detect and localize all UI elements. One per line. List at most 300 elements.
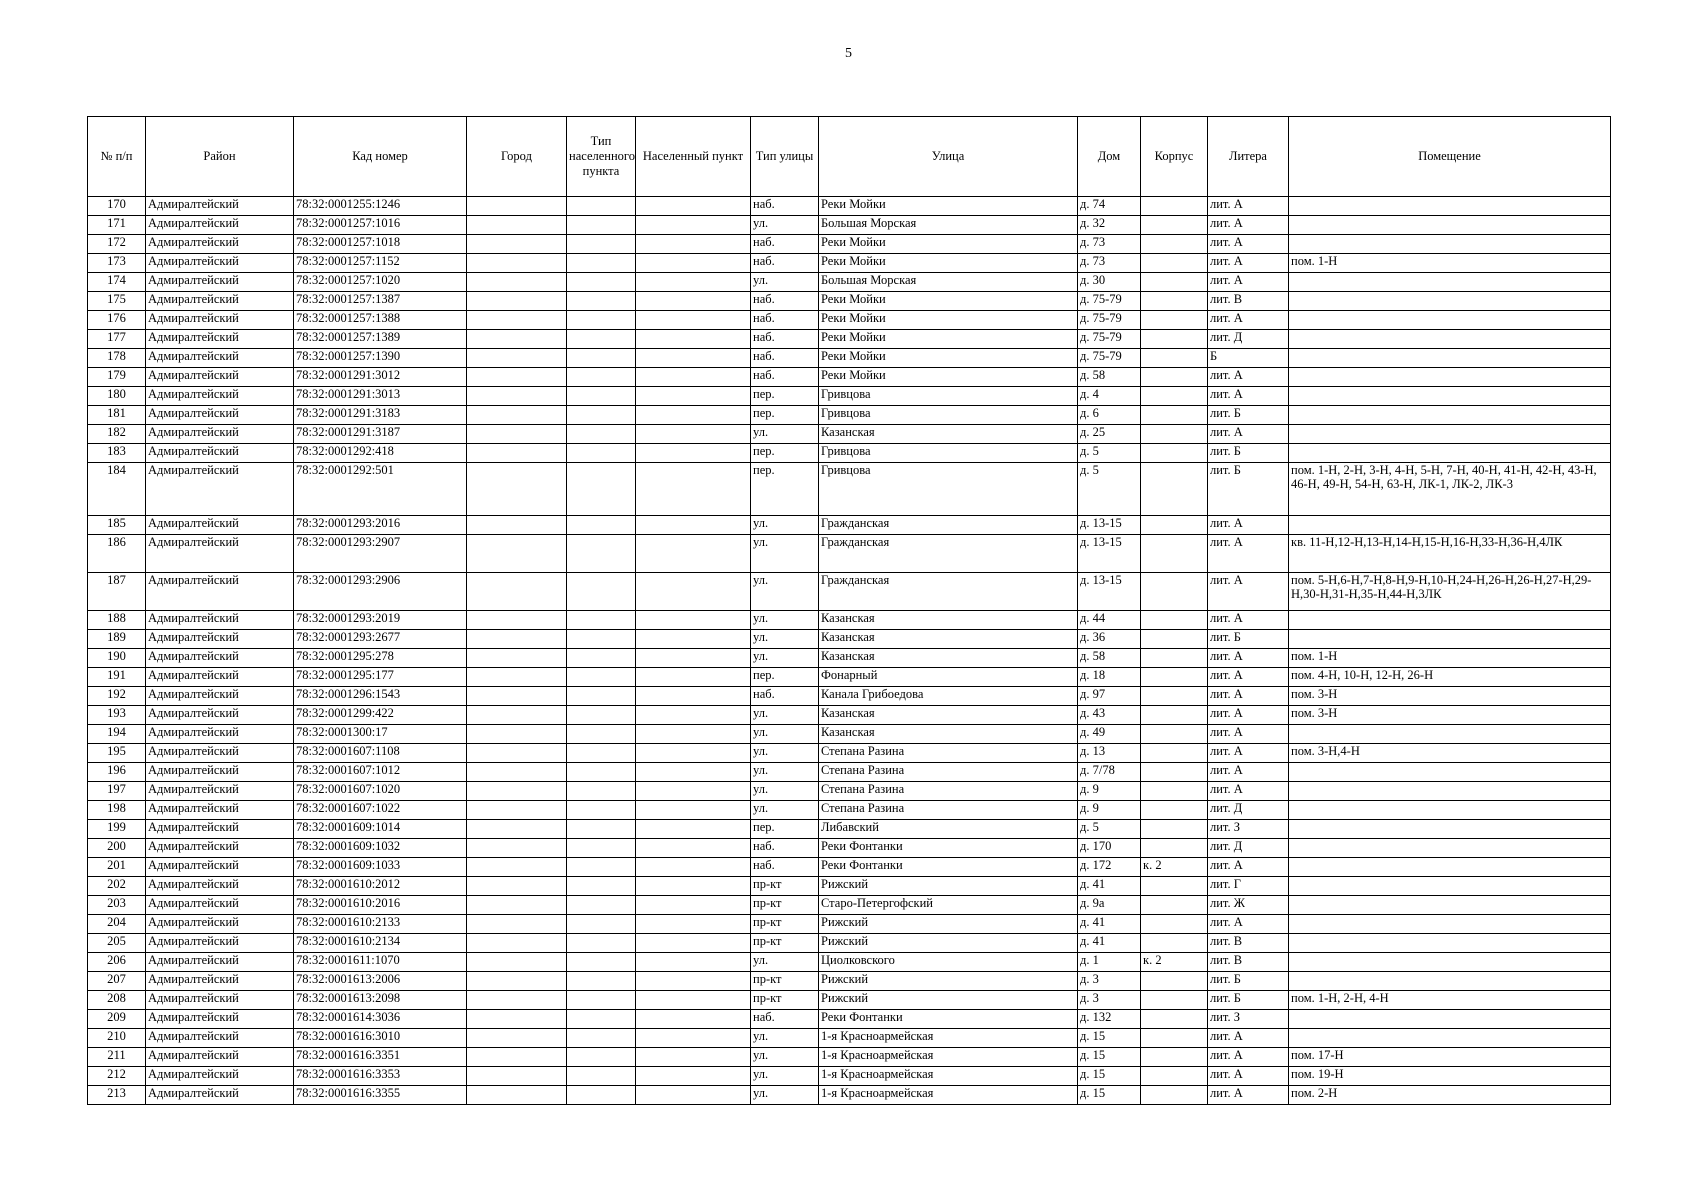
table-cell (636, 744, 751, 763)
table-cell: ул. (751, 273, 819, 292)
table-cell (1289, 896, 1611, 915)
table-cell: д. 30 (1078, 273, 1141, 292)
table-cell: пер. (751, 463, 819, 516)
table-cell (567, 668, 636, 687)
table-cell (567, 725, 636, 744)
header-row (88, 117, 1611, 197)
table-cell: лит. В (1208, 934, 1289, 953)
table-cell: Рижский (819, 915, 1078, 934)
table-cell: лит. А (1208, 368, 1289, 387)
table-cell (567, 915, 636, 934)
header-cell: Кад номер (294, 117, 467, 197)
table-cell: Адмиралтейский (146, 801, 294, 820)
table-cell (1141, 387, 1208, 406)
table-cell (1141, 744, 1208, 763)
table-cell: Адмиралтейский (146, 991, 294, 1010)
table-cell: лит. Д (1208, 801, 1289, 820)
table-cell: Адмиралтейский (146, 516, 294, 535)
table-row (88, 216, 1611, 235)
table-cell: лит. А (1208, 668, 1289, 687)
table-cell: 170 (88, 197, 146, 216)
table-cell (1141, 896, 1208, 915)
table-cell (636, 444, 751, 463)
table-cell: д. 7/78 (1078, 763, 1141, 782)
table-cell: Гривцова (819, 387, 1078, 406)
table-cell (636, 197, 751, 216)
table-cell: ул. (751, 535, 819, 573)
table-cell: 196 (88, 763, 146, 782)
table-cell (1289, 820, 1611, 839)
table-cell: 78:32:0001291:3012 (294, 368, 467, 387)
table-cell (1141, 368, 1208, 387)
table-cell (1141, 991, 1208, 1010)
table-cell: пер. (751, 444, 819, 463)
table-cell: Степана Разина (819, 763, 1078, 782)
table-cell: д. 41 (1078, 934, 1141, 953)
table-cell: Адмиралтейский (146, 820, 294, 839)
table-cell: Реки Фонтанки (819, 858, 1078, 877)
table-cell: лит. В (1208, 292, 1289, 311)
table-cell (1289, 425, 1611, 444)
table-cell: Адмиралтейский (146, 1029, 294, 1048)
table-row (88, 1010, 1611, 1029)
table-cell (567, 896, 636, 915)
table-row (88, 273, 1611, 292)
table-cell: д. 15 (1078, 1067, 1141, 1086)
table-cell: Адмиралтейский (146, 744, 294, 763)
table-cell (467, 858, 567, 877)
table-cell: пом. 3-Н (1289, 706, 1611, 725)
table-cell: лит. А (1208, 425, 1289, 444)
table-cell: д. 25 (1078, 425, 1141, 444)
table-cell: Большая Морская (819, 273, 1078, 292)
table-cell (1141, 915, 1208, 934)
header-cell: Район (146, 117, 294, 197)
table-cell: д. 44 (1078, 611, 1141, 630)
table-cell: Реки Фонтанки (819, 839, 1078, 858)
table-cell (467, 953, 567, 972)
table-cell (1141, 820, 1208, 839)
table-cell: 184 (88, 463, 146, 516)
table-cell (1141, 1029, 1208, 1048)
table-cell: 174 (88, 273, 146, 292)
table-cell (1141, 444, 1208, 463)
header-cell: Улица (819, 117, 1078, 197)
table-cell: лит. А (1208, 1048, 1289, 1067)
table-cell: Рижский (819, 877, 1078, 896)
table-cell (1141, 668, 1208, 687)
header-cell: № п/п (88, 117, 146, 197)
table-cell: д. 9 (1078, 782, 1141, 801)
table-row (88, 858, 1611, 877)
table-cell (467, 725, 567, 744)
table-cell: 78:32:0001613:2098 (294, 991, 467, 1010)
table-cell (567, 463, 636, 516)
table-cell (636, 235, 751, 254)
table-cell: Адмиралтейский (146, 877, 294, 896)
table-cell (467, 292, 567, 311)
table-cell: Адмиралтейский (146, 687, 294, 706)
table-cell (636, 254, 751, 273)
table-cell (567, 611, 636, 630)
table-cell (467, 896, 567, 915)
table-cell: Адмиралтейский (146, 725, 294, 744)
table-cell: ул. (751, 216, 819, 235)
table-cell: д. 32 (1078, 216, 1141, 235)
table-cell: д. 9 (1078, 801, 1141, 820)
table-cell: пом. 3-Н (1289, 687, 1611, 706)
table-cell (636, 782, 751, 801)
table-cell: Реки Фонтанки (819, 1010, 1078, 1029)
table-cell (467, 820, 567, 839)
table-cell: лит. А (1208, 1029, 1289, 1048)
table-cell: д. 75-79 (1078, 330, 1141, 349)
table-cell (1289, 801, 1611, 820)
table-cell: пом. 2-Н (1289, 1086, 1611, 1105)
table-cell: Адмиралтейский (146, 782, 294, 801)
table-cell: д. 97 (1078, 687, 1141, 706)
table-cell: лит. З (1208, 1010, 1289, 1029)
table-cell: Адмиралтейский (146, 896, 294, 915)
table-cell: 182 (88, 425, 146, 444)
table-cell: 205 (88, 934, 146, 953)
table-cell (1141, 1048, 1208, 1067)
table-cell: 78:32:0001610:2134 (294, 934, 467, 953)
table-cell: 78:32:0001295:278 (294, 649, 467, 668)
table-cell: Адмиралтейский (146, 349, 294, 368)
table-cell (1289, 406, 1611, 425)
table-cell: 78:32:0001291:3187 (294, 425, 467, 444)
table-cell (467, 877, 567, 896)
table-cell: ул. (751, 649, 819, 668)
table-cell (636, 273, 751, 292)
table-row (88, 915, 1611, 934)
table-row (88, 687, 1611, 706)
table-cell (567, 273, 636, 292)
table-row (88, 630, 1611, 649)
table-cell: Адмиралтейский (146, 915, 294, 934)
header-cell: Помещение (1289, 117, 1611, 197)
table-cell (636, 972, 751, 991)
table-cell: лит. Ж (1208, 896, 1289, 915)
table-cell: 201 (88, 858, 146, 877)
table-cell: Б (1208, 349, 1289, 368)
table-cell: Адмиралтейский (146, 1010, 294, 1029)
table-row (88, 877, 1611, 896)
table-cell: лит. В (1208, 953, 1289, 972)
table-cell (636, 706, 751, 725)
table-cell: Гражданская (819, 516, 1078, 535)
table-cell: 181 (88, 406, 146, 425)
table-cell (467, 330, 567, 349)
table-cell: ул. (751, 611, 819, 630)
table-cell (1141, 254, 1208, 273)
table-cell: д. 41 (1078, 915, 1141, 934)
header-cell: Тип улицы (751, 117, 819, 197)
table-cell: Казанская (819, 425, 1078, 444)
table-cell: лит. А (1208, 235, 1289, 254)
table-cell: лит. Б (1208, 406, 1289, 425)
table-cell: 78:32:0001607:1012 (294, 763, 467, 782)
table-row (88, 820, 1611, 839)
table-cell (1289, 516, 1611, 535)
table-cell: кв. 11-Н,12-Н,13-Н,14-Н,15-Н,16-Н,33-Н,36-Н,4ЛК (1289, 535, 1611, 573)
table-cell: пер. (751, 387, 819, 406)
table-cell: Адмиралтейский (146, 292, 294, 311)
table-row (88, 235, 1611, 254)
table-cell: 207 (88, 972, 146, 991)
table-cell (1289, 368, 1611, 387)
table-cell: лит. З (1208, 820, 1289, 839)
table-cell: 186 (88, 535, 146, 573)
table-cell: Адмиралтейский (146, 1086, 294, 1105)
table-cell (1289, 953, 1611, 972)
table-row (88, 254, 1611, 273)
table-cell (636, 216, 751, 235)
table-cell (1141, 1086, 1208, 1105)
table-cell: д. 15 (1078, 1048, 1141, 1067)
table-cell: Реки Мойки (819, 292, 1078, 311)
table-cell: наб. (751, 292, 819, 311)
table-cell: к. 2 (1141, 953, 1208, 972)
table-cell: 204 (88, 915, 146, 934)
table-cell: наб. (751, 235, 819, 254)
table-cell (1141, 687, 1208, 706)
table-cell: 78:32:0001607:1020 (294, 782, 467, 801)
table-cell: Адмиралтейский (146, 763, 294, 782)
table-row (88, 649, 1611, 668)
table-cell (1289, 387, 1611, 406)
table-cell (467, 839, 567, 858)
table-cell (1289, 934, 1611, 953)
table-cell: 195 (88, 744, 146, 763)
table-cell: лит. А (1208, 273, 1289, 292)
table-cell: Казанская (819, 611, 1078, 630)
table-cell (636, 668, 751, 687)
table-cell (1289, 611, 1611, 630)
table-cell (467, 630, 567, 649)
table-cell: ул. (751, 782, 819, 801)
table-row (88, 668, 1611, 687)
table-cell (636, 839, 751, 858)
table-cell (467, 463, 567, 516)
table-cell: лит. А (1208, 687, 1289, 706)
table-cell (567, 630, 636, 649)
table-cell (1141, 706, 1208, 725)
table-row (88, 444, 1611, 463)
table-cell: Адмиралтейский (146, 972, 294, 991)
table-cell: наб. (751, 839, 819, 858)
table-cell: д. 41 (1078, 877, 1141, 896)
table-cell: 78:32:0001616:3351 (294, 1048, 467, 1067)
table-cell (567, 235, 636, 254)
table-cell (567, 972, 636, 991)
table-cell: 78:32:0001613:2006 (294, 972, 467, 991)
table-cell (567, 649, 636, 668)
table-cell: ул. (751, 630, 819, 649)
table-cell: д. 3 (1078, 991, 1141, 1010)
table-cell (636, 687, 751, 706)
table-cell: лит. Б (1208, 991, 1289, 1010)
table-cell (567, 782, 636, 801)
table-cell (467, 1029, 567, 1048)
table-row (88, 725, 1611, 744)
table-cell: пом. 19-Н (1289, 1067, 1611, 1086)
table-cell (467, 706, 567, 725)
table-cell: наб. (751, 349, 819, 368)
table-cell: 78:32:0001293:2677 (294, 630, 467, 649)
table-cell: 213 (88, 1086, 146, 1105)
table-cell: д. 170 (1078, 839, 1141, 858)
table-cell: 78:32:0001296:1543 (294, 687, 467, 706)
table-cell: Гривцова (819, 463, 1078, 516)
table-cell (1141, 463, 1208, 516)
table-cell: Реки Мойки (819, 254, 1078, 273)
table-cell: лит. А (1208, 1086, 1289, 1105)
table-row (88, 1029, 1611, 1048)
table-cell: Адмиралтейский (146, 535, 294, 573)
table-cell: 176 (88, 311, 146, 330)
table-cell (636, 991, 751, 1010)
table-cell (467, 406, 567, 425)
table-cell: д. 75-79 (1078, 311, 1141, 330)
table-cell: Казанская (819, 630, 1078, 649)
table-cell (1141, 877, 1208, 896)
table-cell: д. 74 (1078, 197, 1141, 216)
table-cell: Адмиралтейский (146, 630, 294, 649)
table-cell: д. 15 (1078, 1029, 1141, 1048)
table-row (88, 763, 1611, 782)
table-cell (567, 687, 636, 706)
table-cell: Фонарный (819, 668, 1078, 687)
table-cell: 78:32:0001257:1020 (294, 273, 467, 292)
table-row (88, 1048, 1611, 1067)
table-cell (1289, 349, 1611, 368)
table-cell (467, 216, 567, 235)
table-cell (467, 991, 567, 1010)
table-cell (1289, 877, 1611, 896)
header-cell: Тип населенного пункта (567, 117, 636, 197)
table-cell (467, 368, 567, 387)
table-cell: 78:32:0001255:1246 (294, 197, 467, 216)
table-cell: 78:32:0001291:3013 (294, 387, 467, 406)
table-cell: 206 (88, 953, 146, 972)
table-cell: 78:32:0001257:1389 (294, 330, 467, 349)
table-cell: д. 6 (1078, 406, 1141, 425)
table-cell: наб. (751, 1010, 819, 1029)
table-cell: Гривцова (819, 406, 1078, 425)
table-row (88, 330, 1611, 349)
table-cell: пом. 5-Н,6-Н,7-Н,8-Н,9-Н,10-Н,24-Н,26-Н,26-Н,27-Н,29-Н,30-Н,31-Н,35-Н,44-Н,3ЛК (1289, 573, 1611, 611)
table-cell: 172 (88, 235, 146, 254)
table-row (88, 744, 1611, 763)
table-body (88, 197, 1611, 1105)
table-cell: 78:32:0001293:2016 (294, 516, 467, 535)
table-cell: лит. Д (1208, 330, 1289, 349)
table-cell: Адмиралтейский (146, 953, 294, 972)
table-cell (1141, 197, 1208, 216)
table-cell (567, 1086, 636, 1105)
table-cell: 178 (88, 349, 146, 368)
table-cell: д. 18 (1078, 668, 1141, 687)
table-cell: к. 2 (1141, 858, 1208, 877)
table-cell (467, 1086, 567, 1105)
table-cell: 78:32:0001299:422 (294, 706, 467, 725)
table-cell (567, 216, 636, 235)
table-cell: 78:32:0001291:3183 (294, 406, 467, 425)
table-cell: 78:32:0001607:1108 (294, 744, 467, 763)
table-cell: 187 (88, 573, 146, 611)
table-cell: д. 13 (1078, 744, 1141, 763)
table-cell: ул. (751, 953, 819, 972)
table-cell (636, 801, 751, 820)
table-cell (1141, 273, 1208, 292)
table-cell: Старо-Петергофский (819, 896, 1078, 915)
table-cell: д. 15 (1078, 1086, 1141, 1105)
table-cell: пр-кт (751, 896, 819, 915)
table-cell: 191 (88, 668, 146, 687)
table-cell: д. 73 (1078, 235, 1141, 254)
table-cell: Гривцова (819, 444, 1078, 463)
table-cell: Адмиралтейский (146, 573, 294, 611)
table-cell (567, 516, 636, 535)
table-cell (467, 273, 567, 292)
table-cell: 189 (88, 630, 146, 649)
table-cell (636, 573, 751, 611)
table-cell: пом. 1-Н, 2-Н, 4-Н (1289, 991, 1611, 1010)
table-cell (1141, 611, 1208, 630)
table-cell: д. 4 (1078, 387, 1141, 406)
table-cell: наб. (751, 858, 819, 877)
table-cell (1141, 349, 1208, 368)
table-cell (636, 763, 751, 782)
table-cell: 78:32:0001609:1032 (294, 839, 467, 858)
table-cell (636, 953, 751, 972)
table-cell: пер. (751, 406, 819, 425)
table-cell (1289, 630, 1611, 649)
table-cell: Адмиралтейский (146, 406, 294, 425)
table-row (88, 311, 1611, 330)
table-cell (1141, 1010, 1208, 1029)
table-cell: лит. А (1208, 782, 1289, 801)
table-cell: 192 (88, 687, 146, 706)
table-cell: Степана Разина (819, 801, 1078, 820)
table-cell: ул. (751, 516, 819, 535)
table-cell: Адмиралтейский (146, 1067, 294, 1086)
table-cell: 203 (88, 896, 146, 915)
table-cell (636, 535, 751, 573)
table-cell (567, 330, 636, 349)
table-cell (1289, 444, 1611, 463)
table-row (88, 425, 1611, 444)
table-cell: Степана Разина (819, 744, 1078, 763)
table-cell: наб. (751, 687, 819, 706)
table-cell (467, 763, 567, 782)
table-cell: д. 36 (1078, 630, 1141, 649)
table-cell (1141, 1067, 1208, 1086)
table-cell: д. 172 (1078, 858, 1141, 877)
table-cell (1289, 972, 1611, 991)
table-cell (567, 839, 636, 858)
table-cell (567, 425, 636, 444)
header-cell: Дом (1078, 117, 1141, 197)
table-row (88, 706, 1611, 725)
table-cell: лит. Б (1208, 444, 1289, 463)
table-cell (1289, 273, 1611, 292)
table-cell (467, 972, 567, 991)
table-cell: 78:32:0001257:1388 (294, 311, 467, 330)
table-cell: ул. (751, 1048, 819, 1067)
